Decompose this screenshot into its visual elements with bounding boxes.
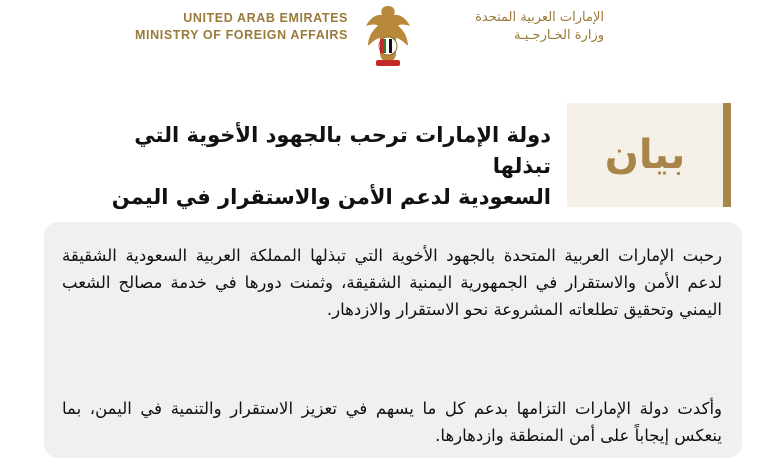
arabic-title-line2: وزارة الخـارجـيـة: [514, 28, 604, 43]
english-title-line2: MINISTRY OF FOREIGN AFFAIRS: [135, 28, 348, 42]
arabic-ministry-title: [434, 9, 604, 45]
english-title-line1: UNITED ARAB EMIRATES: [183, 11, 348, 25]
statement-paragraph-1: رحبت الإمارات العربية المتحدة بالجهود الأخوية التي تبذلها المملكة العربية السعودية الشقيقة لدعم الأمن والاستقرار في الجمهورية اليمنية الشقيقة، وثمنت دورها في خدمة مصالح الشعب اليمني وتحقيق تطلعاته المشروعة نحو الاستقرار والازدهار.: [62, 246, 722, 319]
statement-badge: [567, 103, 731, 207]
statement-headline: [91, 120, 551, 213]
headline-line1: دولة الإمارات ترحب بالجهود الأخوية التي تبذلها: [134, 123, 551, 178]
arabic-title-line1: الإمارات العربية المتحدة: [475, 10, 604, 25]
english-ministry-title: [135, 10, 348, 44]
letterhead: [0, 0, 780, 75]
headline-line2: السعودية لدعم الأمن والاستقرار في اليمن: [111, 185, 551, 209]
statement-paragraph-2: وأكدت دولة الإمارات التزامها بدعم كل ما يسهم في تعزيز الاستقرار والتنمية في اليمن، بما ينعكس إيجاباً على أمن المنطقة وازدهارها.: [62, 399, 722, 445]
uae-falcon-emblem-icon: [358, 2, 418, 68]
statement-badge-label: بيان: [604, 132, 686, 178]
